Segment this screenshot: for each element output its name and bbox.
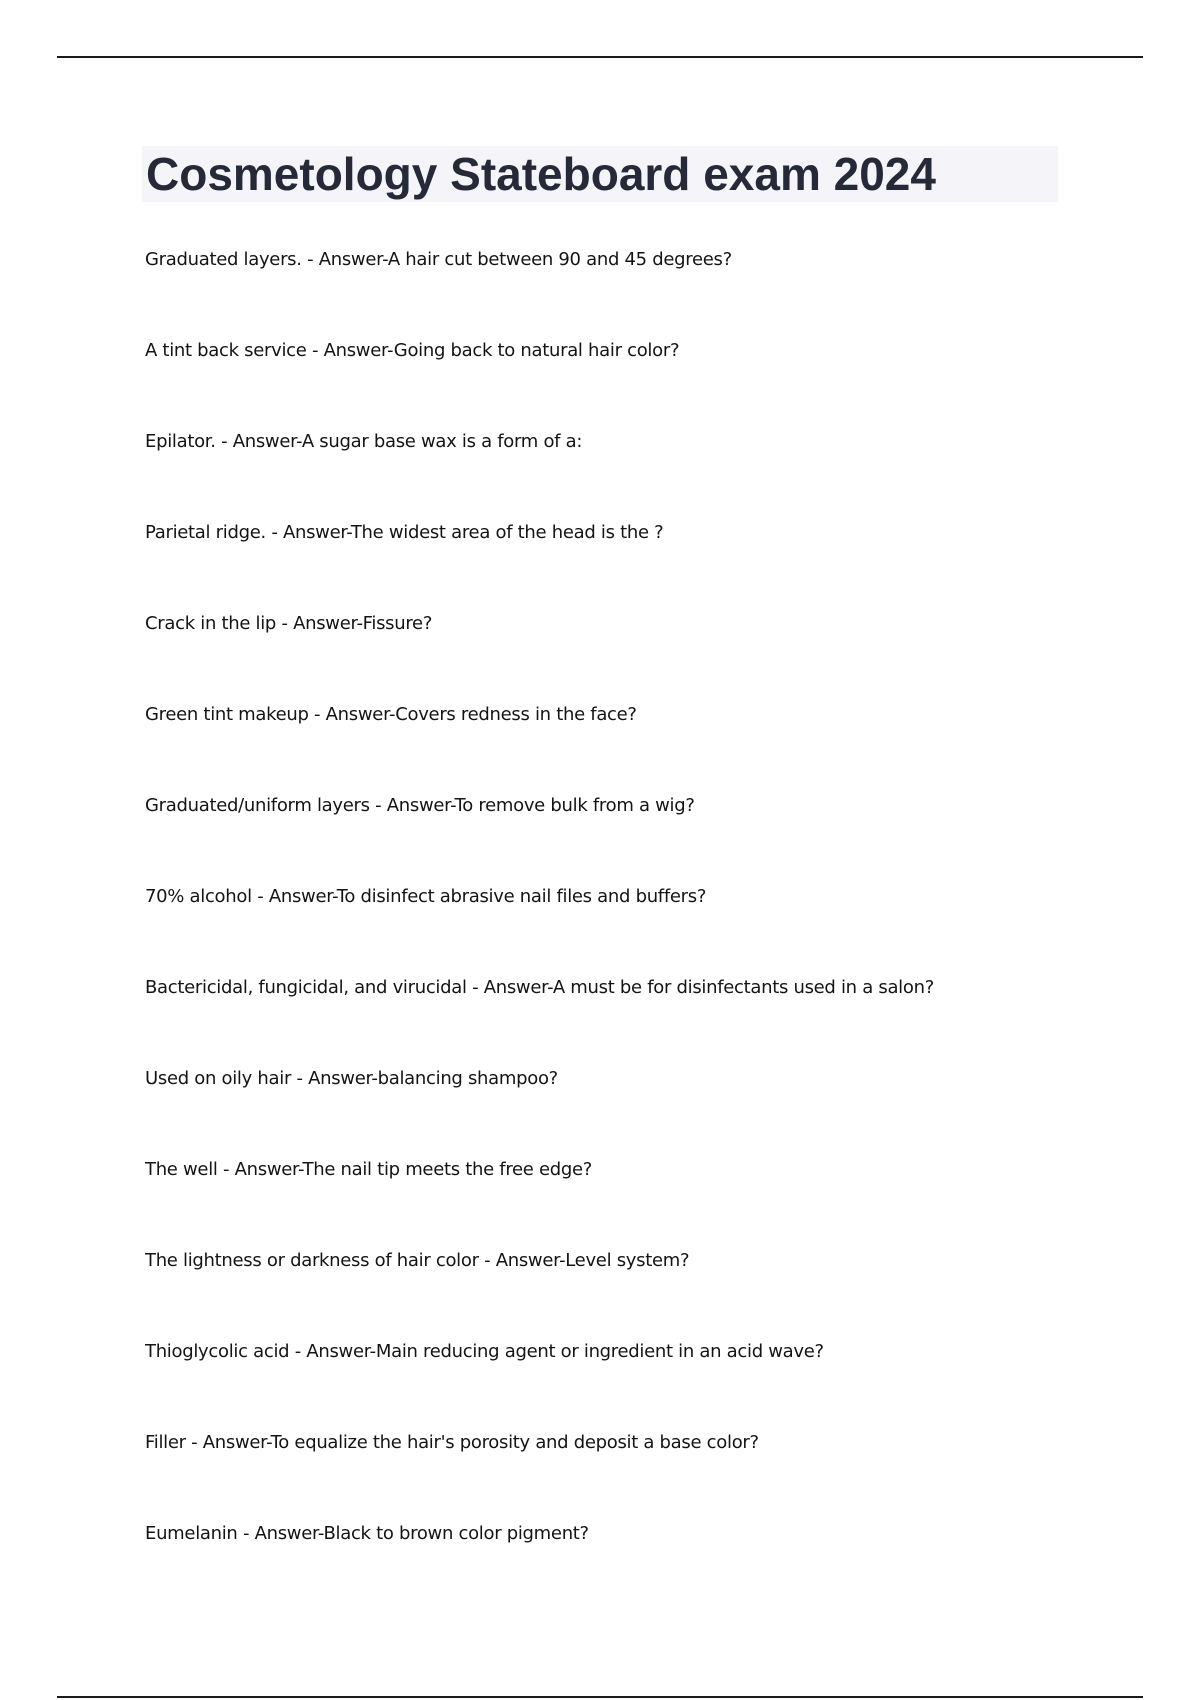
qa-item: Bactericidal, fungicidal, and virucidal - Answer-A must be for disinfectants used in a salon? xyxy=(145,977,934,998)
qa-list xyxy=(145,244,1145,1609)
qa-item: Thioglycolic acid - Answer-Main reducing agent or ingredient in an acid wave? xyxy=(145,1341,824,1362)
qa-item: Graduated layers. - Answer-A hair cut between 90 and 45 degrees? xyxy=(145,249,732,270)
qa-item: Graduated/uniform layers - Answer-To remove bulk from a wig? xyxy=(145,795,695,816)
qa-item: The lightness or darkness of hair color - Answer-Level system? xyxy=(145,1250,690,1271)
qa-item: Eumelanin - Answer-Black to brown color pigment? xyxy=(145,1523,589,1544)
qa-item: Filler - Answer-To equalize the hair's porosity and deposit a base color? xyxy=(145,1432,759,1453)
qa-item: Epilator. - Answer-A sugar base wax is a form of a: xyxy=(145,431,583,452)
qa-item: Green tint makeup - Answer-Covers redness in the face? xyxy=(145,704,637,725)
page-title: Cosmetology Stateboard exam 2024 xyxy=(146,148,936,200)
qa-item: Used on oily hair - Answer-balancing shampoo? xyxy=(145,1068,558,1089)
footer-rule xyxy=(57,1696,1143,1698)
qa-item: Parietal ridge. - Answer-The widest area of the head is the ? xyxy=(145,522,664,543)
qa-item: Crack in the lip - Answer-Fissure? xyxy=(145,613,433,634)
qa-item: The well - Answer-The nail tip meets the free edge? xyxy=(145,1159,593,1180)
header-rule xyxy=(57,56,1143,58)
qa-item: A tint back service - Answer-Going back to natural hair color? xyxy=(145,340,680,361)
qa-item: 70% alcohol - Answer-To disinfect abrasive nail files and buffers? xyxy=(145,886,707,907)
